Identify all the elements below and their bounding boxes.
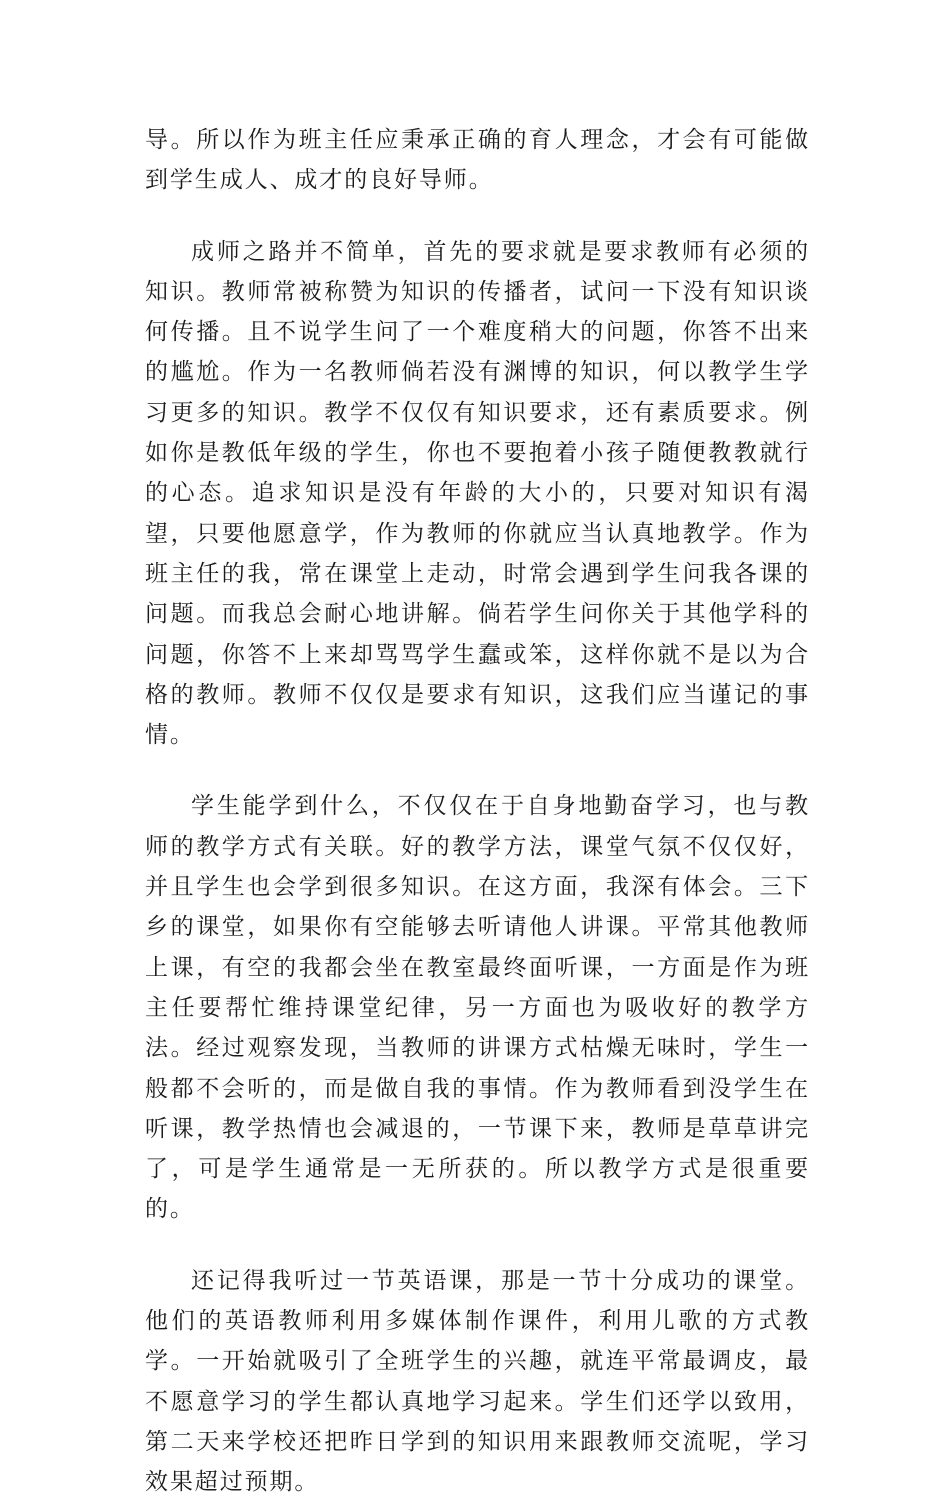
document-body: [145, 120, 810, 1503]
paragraph-3: 学生能学到什么，不仅仅在于自身地勤奋学习，也与教师的教学方式有关联。好的教学方法，课堂气氛不仅仅好，并且学生也会学到很多知识。在这方面，我深有体会。三下乡的课堂，如果你有空能够去听请他人讲课。平常其他教师上课，有空的我都会坐在教室最终面听课，一方面是作为班主任要帮忙维持课堂纪律，另一方面也为吸收好的教学方法。经过观察发现，当教师的讲课方式枯燥无味时，学生一般都不会听的，而是做自我的事情。作为教师看到没学生在听课，教学热情也会减退的，一节课下来，教师是草草讲完了，可是学生通常是一无所获的。所以教学方式是很重要的。: [145, 793, 810, 1223]
paragraph-4: 还记得我听过一节英语课，那是一节十分成功的课堂。他们的英语教师利用多媒体制作课件，利用儿歌的方式教学。一开始就吸引了全班学生的兴趣，就连平常最调皮，最不愿意学习的学生都认真地学习起来。学生们还学以致用，第二天来学校还把昨日学到的知识用来跟教师交流呢，学习效果超过预期。: [145, 1267, 810, 1496]
paragraph-1: 导。所以作为班主任应秉承正确的育人理念，才会有可能做到学生成人、成才的良好导师。: [145, 127, 810, 194]
paragraph-2: 成师之路并不简单，首先的要求就是要求教师有必须的知识。教师常被称赞为知识的传播者，试问一下没有知识谈何传播。且不说学生问了一个难度稍大的问题，你答不出来的尴尬。作为一名教师倘若没有渊博的知识，何以教学生学习更多的知识。教学不仅仅有知识要求，还有素质要求。例如你是教低年级的学生，你也不要抱着小孩子随便教教就行的心态。追求知识是没有年龄的大小的，只要对知识有渴望，只要他愿意学，作为教师的你就应当认真地教学。作为班主任的我，常在课堂上走动，时常会遇到学生问我各课的问题。而我总会耐心地讲解。倘若学生问你关于其他学科的问题，你答不上来却骂骂学生蠢或笨，这样你就不是以为合格的教师。教师不仅仅是要求有知识，这我们应当谨记的事情。: [145, 238, 810, 749]
